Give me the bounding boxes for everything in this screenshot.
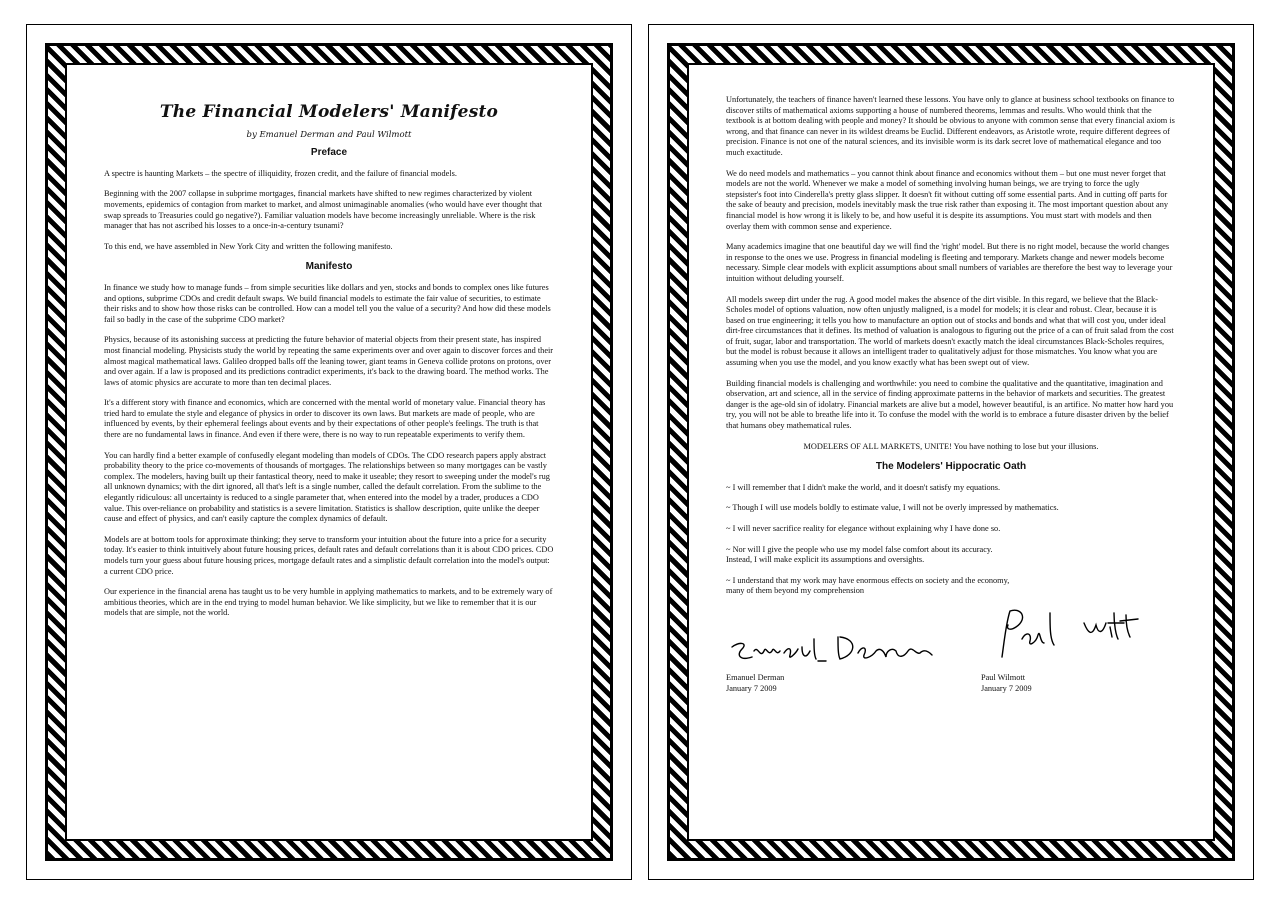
signatory-name: Paul Wilmott [981, 672, 1025, 682]
signature-wilmott [988, 603, 1148, 663]
manifesto-paragraph: You can hardly find a better example of confusedly elegant modeling than models of CDOs. The CDO research papers apply abstract probability theory to the price co-movements of thousands of mortgages. The relationships between so many mortgages can be vastly complex. The modelers, having built up their fantastical theory, need to make it useable; they resort to sweeping under the model's rug all unknown dynamics; with the dirt ignored, all that's left is a single number, called the default correlation. From the sublime to the elegantly ridiculous: all uncertainty is reduced to a single parameter that, when entered into the model by a trader, produces a CDO value. This over-reliance on probability and statistics is a severe limitation. Statistics is shallow description, quite unlike the deeper cause and effect of physics, and can't easily capture the complex dynamics of default. [104, 450, 550, 524]
handwritten-signature-icon [726, 617, 966, 669]
body-paragraph: Building financial models is challenging and worthwhile: you need to combine the qualitative and the quantitative, imagination and observation, art and science, all in the service of finding approximate patterns in the behavior of markets and securities. The greatest danger is the age-old sin of idolatry. Financial markets are alive but a model, however beautiful, is an artifice. No matter how hard you try, you will not be able to breathe life into it. To confuse the model with the world is to embrace a future disaster driven by the belief that humans obey mathematical rules. [726, 378, 1174, 431]
page-body [687, 63, 1215, 841]
document-byline: by Emanuel Derman and Paul Wilmott [246, 129, 412, 140]
oath-line: ~ I will remember that I didn't make the world, and it doesn't satisfy my equations. [726, 482, 1001, 492]
oath-line: ~ I understand that my work may have enormous effects on society and the economy, many of them beyond my comprehension [726, 575, 1010, 596]
body-paragraph: Unfortunately, the teachers of finance haven't learned these lessons. You have only to glance at business school textbooks on finance to discover stilts of mathematical axioms supporting a house of numbered theorems, lemmas and results. Who would think that the textbook is at bottom dealing with people and money? It should be obvious to anyone with common sense that every financial axiom is wrong, and that finance can never in its wildest dreams be Euclid. Different endeavors, as Aristotle wrote, require different degrees of precision. Finance is not one of the natural sciences, and its invisible worm is its dark secret love of mathematical elegance and too much exactitude. [726, 95, 1175, 157]
page-left [26, 24, 632, 880]
signature-derman [726, 617, 966, 669]
oath-line: ~ Though I will use models boldly to estimate value, I will not be overly impressed by mathematics. [726, 503, 1059, 513]
page-body [65, 63, 593, 841]
body-paragraph: All models sweep dirt under the rug. A good model makes the absence of the dirt visible. In this regard, we believe that the Black-Scholes model of options valuation, now often unjustly maligned, is a model for models; it is clear and robust. Clear, because it is based on true engineering; it tells you how to manufacture an option out of stocks and bonds and what that will cost you, under ideal dirt-free circumstances that it defines. Its method of valuation is analogous to figuring out the price of a can of fruit salad from the cost of fruit, sugar, labor and transportation. The world of markets doesn't exactly match the ideal circumstances Black-Scholes requires, but the model is robust because it allows an intelligent trader to qualitatively adjust for those mismatches. You know what you are assuming when you use the model, and you know exactly what has been swept out of view. [726, 294, 1174, 368]
preface-heading: Preface [310, 147, 348, 159]
slogan: MODELERS OF ALL MARKETS, UNITE! You have nothing to lose but your illusions. [803, 441, 1099, 451]
oath-line: ~ Nor will I give the people who use my model false comfort about its accuracy. Instead, I will make explicit its assumptions and oversights. [726, 544, 993, 565]
right-content [726, 95, 1176, 809]
manifesto-paragraph: In finance we study how to manage funds – from simple securities like dollars and yen, stocks and bonds to complex ones like futures and options, subprime CDOs and credit default swaps. We build financial models to estimate the fair value of securities, to estimate their risks and to show how those risks can be controlled. How can a model tell you the value of a security? And how did these models fail so badly in the case of the subprime CDO market? [104, 282, 551, 324]
manifesto-paragraph: Physics, because of its astonishing success at predicting the future behavior of material objects from their present state, has inspired most financial modeling. Physicists study the world by repeating the same experiments over and over again to discover forces and their almost magical mathematical laws. Galileo dropped balls off the leaning tower, giant teams in Geneva collide protons on protons, over and over again. If a law is proposed and its predictions contradict experiments, it's back to the drawing board. The method works. The laws of atomic physics are accurate to more than ten decimal places. [104, 335, 554, 387]
manifesto-paragraph: Our experience in the financial arena has taught us to be very humble in applying mathematics to markets, and to be extremely wary of ambitious theories, which are in the end trying to model human behavior. We like simplicity, but we like to remember that it is our models that are simple, not the world. [104, 587, 553, 618]
handwritten-signature-icon [988, 603, 1148, 663]
decorative-zigzag-border [45, 43, 613, 861]
decorative-zigzag-border [667, 43, 1235, 861]
signatory-date: January 7 2009 [726, 683, 777, 693]
manifesto-paragraph: It's a different story with finance and economics, which are concerned with the mental world of monetary value. Financial theory has tried hard to emulate the style and elegance of physics in order to discover its own laws. But markets are made of people, who are influenced by events, by their ephemeral feelings about events and by their expectations of other people's feelings. The truth is that there are no fundamental laws in finance. And even if there were, there is no way to run repeatable experiments to verify them. [104, 398, 546, 440]
document-title: The Financial Modelers' Manifesto [159, 102, 499, 122]
oath-line: ~ I will never sacrifice reality for elegance without explaining why I have done so. [726, 524, 1001, 533]
signatory-date: January 7 2009 [981, 683, 1032, 693]
signatory-wilmott [981, 673, 1032, 694]
oath-heading: The Modelers' Hippocratic Oath [875, 461, 1027, 473]
preface-paragraph: A spectre is haunting Markets – the spectre of illiquidity, frozen credit, and the failure of financial models. [104, 168, 457, 178]
signatory-name: Emanuel Derman [726, 672, 785, 682]
body-paragraph: We do need models and mathematics – you cannot think about finance and economics without them – but one must never forget that models are not the world. Whenever we make a model of something involving human beings, we are trying to force the ugly stepsister's foot into Cinderella's pretty glass slipper. It doesn't fit without cutting off some essential parts. And in cutting off parts for the sake of beauty and precision, models inevitably mask the true risk rather than exposing it. The most important question about any financial model is how wrong it is likely to be, and how useful it is despite its assumptions. You must start with models and then overlay them with common sense and experience. [726, 168, 1169, 231]
preface-paragraph: Beginning with the 2007 collapse in subprime mortgages, financial markets have shifted to new regimes characterized by violent movements, epidemics of contagion from market to market, and almost unimaginable anomalies (who would have ever thought that swap spreads to Treasuries could go negative?). Familiar valuation models have become increasingly unreliable. Where is the risk manager that has not ascribed his losses to a once-in-a-century tsunami? [104, 189, 543, 231]
signature-block [726, 615, 1176, 705]
page-right [648, 24, 1254, 880]
preface-paragraph: To this end, we have assembled in New York City and written the following manifesto. [104, 241, 393, 251]
manifesto-heading: Manifesto [305, 261, 353, 273]
left-content [104, 102, 554, 809]
body-paragraph: Many academics imagine that one beautiful day we will find the 'right' model. But there is no right model, because the world changes in response to the ones we use. Progress in financial modeling is fleeting and temporary. Markets change and newer models become necessary. Simple clear models with explicit assumptions about small numbers of variables are therefore the best way to leverage your intuition without deluding yourself. [726, 242, 1173, 283]
signatory-derman [726, 673, 784, 694]
manifesto-paragraph: Models are at bottom tools for approximate thinking; they serve to transform your intuition about the future into a price for a security today. It's easier to think intuitively about future housing prices, default rates and default correlations than it is about CDO prices. CDO models turn your guess about future housing prices, mortgage default rates and a simplistic default correlation into the model's output: a current CDO price. [104, 534, 554, 576]
